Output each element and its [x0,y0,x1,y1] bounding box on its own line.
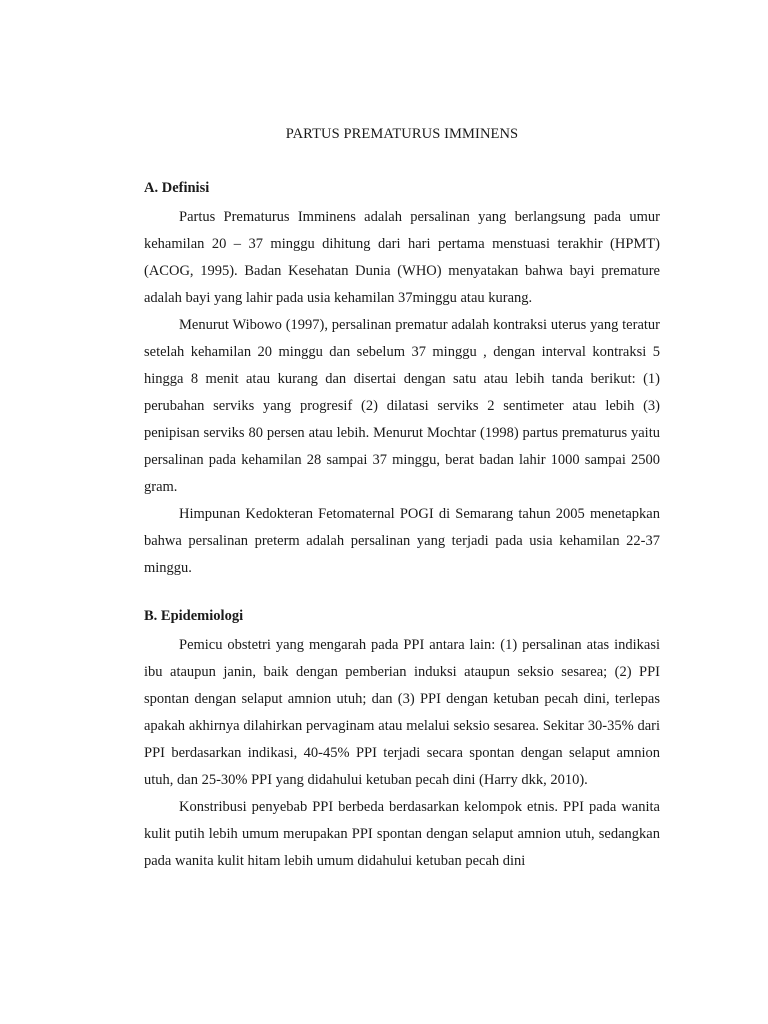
paragraph: Menurut Wibowo (1997), persalinan prematur adalah kontraksi uterus yang teratur setelah kehamilan 20 minggu dan sebelum 37 minggu , dengan interval kontraksi 5 hingga 8 menit atau kurang dan disertai dengan satu atau lebih tanda berikut: (1) perubahan serviks yang progresif (2) dilatasi serviks 2 sentimeter atau lebih (3) penipisan serviks 80 persen atau lebih. Menurut Mochtar (1998) partus prematurus yaitu persalinan pada kehamilan 28 sampai 37 minggu, berat badan lahir 1000 sampai 2500 gram. [144,317,660,495]
paragraph: Konstribusi penyebab PPI berbeda berdasarkan kelompok etnis. PPI pada wanita kulit putih lebih umum merupakan PPI spontan dengan selaput amnion utuh, sedangkan pada wanita kulit hitam lebih umum didahului ketuban pecah dini [144,799,660,869]
section-heading-definisi: A. Definisi [144,180,210,196]
section-definisi [144,178,660,582]
paragraph: Partus Prematurus Imminens adalah persalinan yang berlangsung pada umur kehamilan 20 – 37 minggu dihitung dari hari pertama menstuasi terakhir (HPMT) (ACOG, 1995). Badan Kesehatan Dunia (WHO) menyatakan bahwa bayi premature adalah bayi yang lahir pada usia kehamilan 37minggu atau kurang. [144,209,660,306]
section-heading-epidemiologi: B. Epidemiologi [144,608,244,624]
paragraph: Himpunan Kedokteran Fetomaternal POGI di Semarang tahun 2005 menetapkan bahwa persalinan preterm adalah persalinan yang terjadi pada usia kehamilan 22-37 minggu. [144,506,660,576]
paragraph: Pemicu obstetri yang mengarah pada PPI antara lain: (1) persalinan atas indikasi ibu ataupun janin, baik dengan pemberian induksi ataupun seksio sesarea; (2) PPI spontan dengan selaput amnion utuh; dan (3) PPI dengan ketuban pecah dini, terlepas apakah akhirnya dilahirkan pervaginam atau melalui seksio sesarea. Sekitar 30-35% dari PPI berdasarkan indikasi, 40-45% PPI terjadi secara spontan dengan selaput amnion utuh, dan 25-30% PPI yang didahului ketuban pecah dini (Harry dkk, 2010). [144,637,660,788]
document-title: PARTUS PREMATURUS IMMINENS [285,126,519,142]
section-epidemiologi [144,606,660,875]
